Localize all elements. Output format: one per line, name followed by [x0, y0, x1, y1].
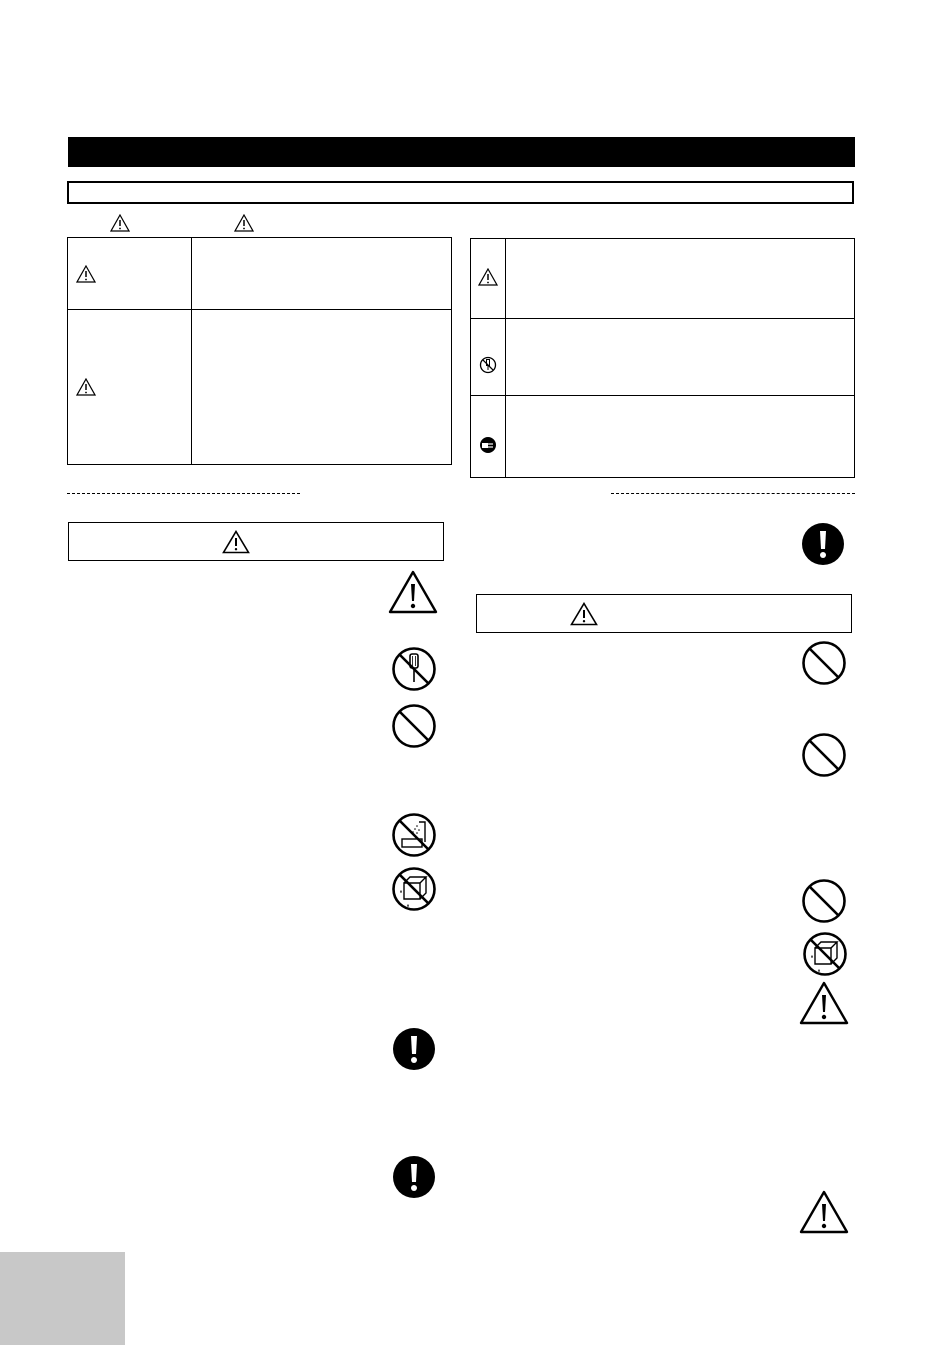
table-cell-text — [506, 239, 855, 319]
legend-warning-icon-1 — [110, 214, 130, 232]
legend-warning-icon-2 — [234, 214, 254, 232]
left-warning-header — [68, 522, 444, 561]
unplug-icon — [479, 416, 497, 454]
mandatory-icon — [801, 522, 845, 566]
table-cell-symbol — [471, 396, 506, 478]
no-liquid-icon — [802, 931, 848, 977]
table-cell-text — [506, 319, 855, 396]
no-disassembly-icon — [479, 336, 497, 374]
dashed-divider-left — [67, 493, 300, 494]
prohibited-icon — [391, 703, 437, 749]
warning-triangle-icon — [388, 570, 438, 614]
warning-triangle-icon — [570, 602, 598, 626]
subtitle-box — [67, 181, 854, 204]
warning-triangle-icon — [799, 1190, 849, 1234]
no-water-icon — [391, 812, 437, 858]
no-disassembly-icon — [391, 646, 437, 692]
warning-triangle-icon — [799, 981, 849, 1025]
table-cell-symbol — [471, 239, 506, 319]
table-cell-symbol — [68, 238, 192, 310]
table-cell-symbol — [68, 310, 192, 465]
page-thumb-tab — [0, 1252, 125, 1345]
table-row — [68, 310, 452, 465]
table-row — [471, 319, 855, 396]
mandatory-icon — [392, 1027, 436, 1071]
mandatory-icon — [392, 1155, 436, 1199]
prohibited-icon — [801, 878, 847, 924]
table-cell-text — [192, 310, 452, 465]
prohibited-icon — [801, 732, 847, 778]
table-row — [68, 238, 452, 310]
table-cell-symbol — [471, 319, 506, 396]
warning-triangle-icon — [222, 530, 250, 554]
right-warning-header — [476, 594, 852, 633]
table-row — [471, 396, 855, 478]
dashed-divider-right — [611, 493, 855, 494]
warning-triangle-icon — [68, 378, 191, 396]
right-symbol-table — [470, 238, 855, 478]
table-row — [471, 239, 855, 319]
prohibited-icon — [801, 640, 847, 686]
section-title-bar — [68, 137, 855, 167]
left-definition-table — [67, 237, 452, 465]
warning-triangle-icon — [478, 268, 498, 286]
table-cell-text — [506, 396, 855, 478]
warning-triangle-icon — [68, 265, 191, 283]
table-cell-text — [192, 238, 452, 310]
no-liquid-icon — [391, 866, 437, 912]
